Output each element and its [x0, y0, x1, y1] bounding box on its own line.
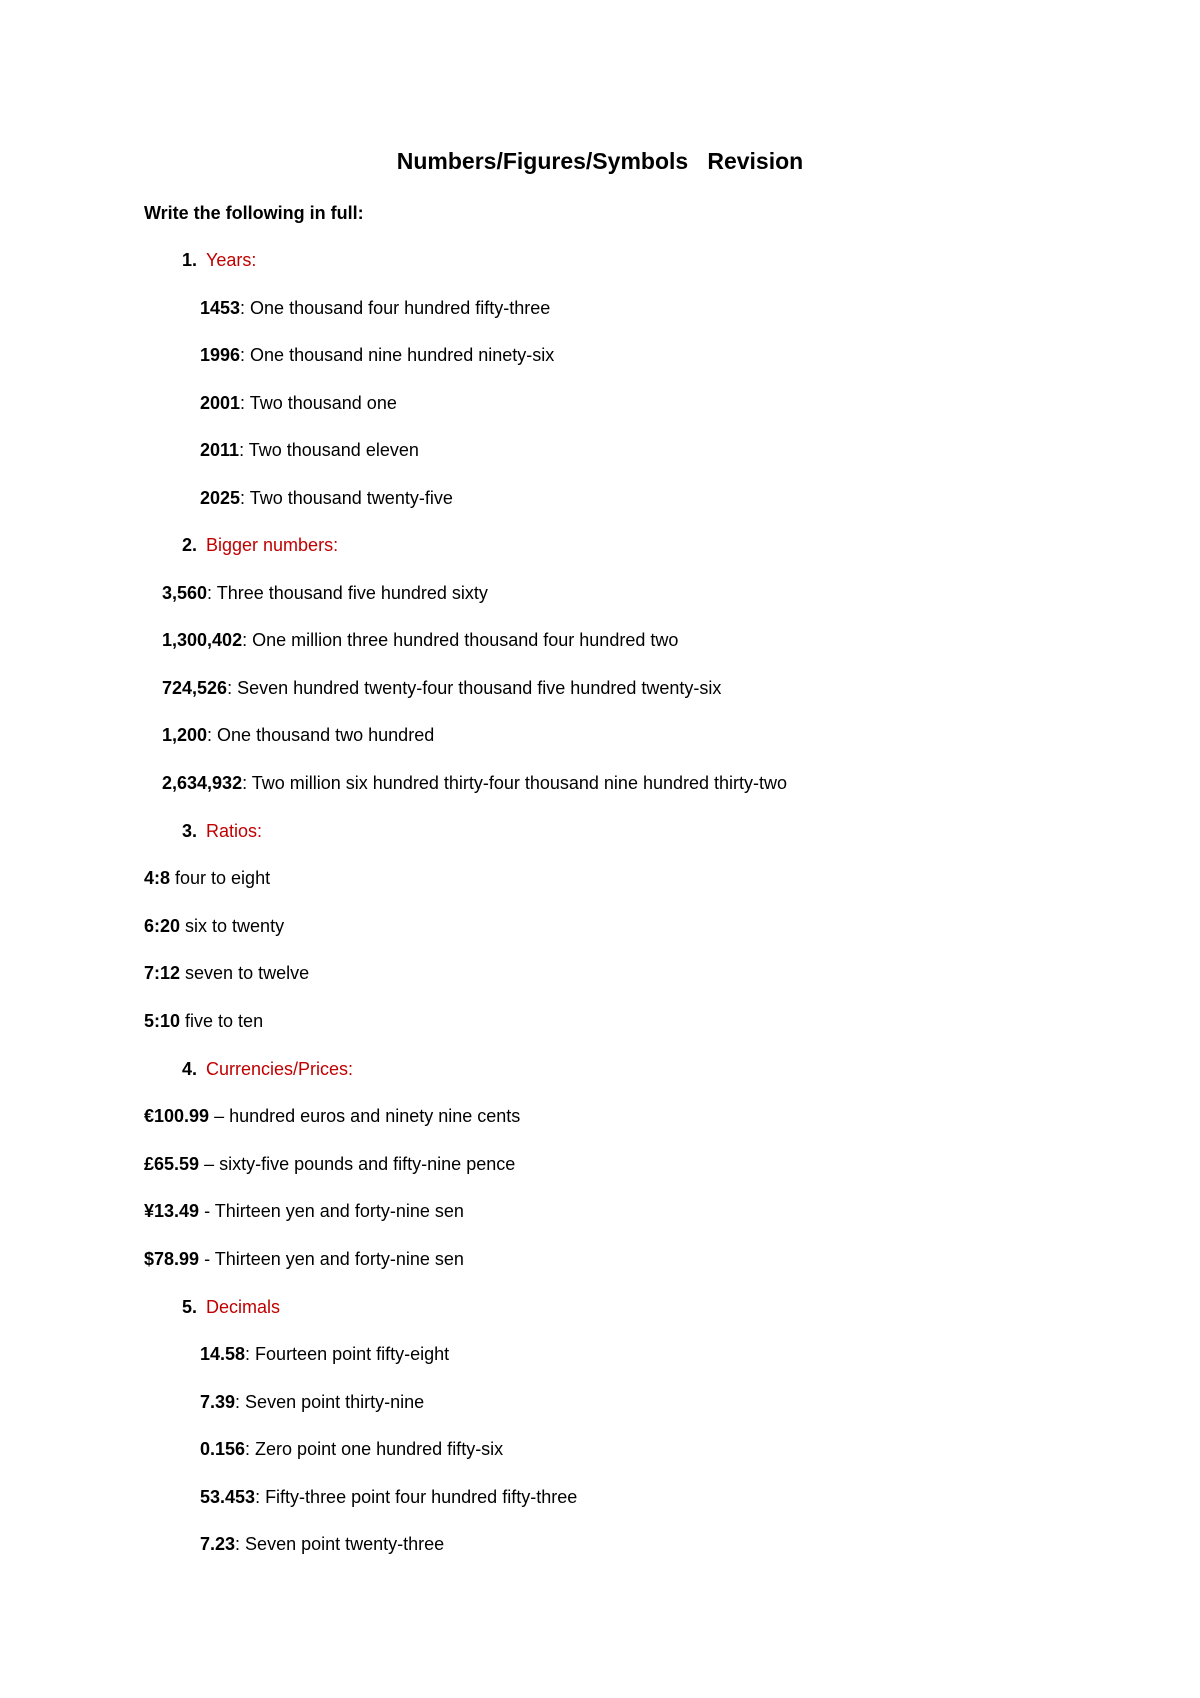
- section-heading-currencies: [182, 1057, 353, 1081]
- figure-in-words: seven to twelve: [180, 963, 310, 983]
- list-item: [144, 1104, 520, 1128]
- figure-value: £65.59: [144, 1154, 200, 1174]
- figure-in-words: : Fifty-three point four hundred fifty-three: [255, 1487, 578, 1507]
- figure-value: 2011: [200, 440, 240, 460]
- figure-in-words: four to eight: [170, 868, 271, 888]
- figure-value: ¥13.49: [144, 1201, 200, 1221]
- figure-in-words: – sixty-five pounds and fifty-nine pence: [199, 1154, 516, 1174]
- list-item: [144, 914, 284, 938]
- figure-in-words: : Two thousand eleven: [239, 440, 419, 460]
- section-heading-ratios: [182, 819, 262, 843]
- figure-value: 6:20: [144, 916, 181, 936]
- figure-in-words: six to twenty: [180, 916, 285, 936]
- section-number: 2.: [182, 535, 198, 555]
- list-item: [144, 1199, 464, 1223]
- figure-value: 14.58: [200, 1344, 246, 1364]
- figure-value: 1996: [200, 345, 241, 365]
- figure-in-words: : Three thousand five hundred sixty: [207, 583, 488, 603]
- figure-in-words: : Two thousand twenty-five: [240, 488, 453, 508]
- page-title: Numbers/Figures/Symbols Revision: [396, 148, 804, 174]
- list-item: [144, 961, 309, 985]
- list-item: [144, 866, 270, 890]
- figure-value: 724,526: [162, 678, 228, 698]
- figure-value: 4:8: [144, 868, 171, 888]
- list-item: [144, 1247, 464, 1271]
- section-number: 5.: [182, 1297, 198, 1317]
- list-item: [162, 581, 488, 605]
- list-item: [162, 628, 678, 652]
- figure-value: $78.99: [144, 1249, 200, 1269]
- figure-value: 2,634,932: [162, 773, 243, 793]
- list-item: [200, 438, 419, 462]
- figure-value: €100.99: [144, 1106, 210, 1126]
- section-number: 3.: [182, 821, 198, 841]
- figure-value: 53.453: [200, 1487, 256, 1507]
- list-item: [162, 676, 721, 700]
- list-item: [162, 723, 434, 747]
- figure-value: 2001: [200, 393, 241, 413]
- section-heading-bigger-numbers: [182, 533, 338, 557]
- section-title: Currencies/Prices:: [206, 1059, 354, 1079]
- list-item: [200, 391, 397, 415]
- figure-in-words: : Seven hundred twenty-four thousand five hundred twenty-six: [227, 678, 722, 698]
- figure-in-words: : One million three hundred thousand four hundred two: [242, 630, 679, 650]
- figure-in-words: : One thousand nine hundred ninety-six: [240, 345, 555, 365]
- instruction-text: Write the following in full:: [144, 203, 364, 223]
- list-item: [200, 1390, 424, 1414]
- list-item: [200, 1437, 503, 1461]
- section-title: Ratios:: [206, 821, 263, 841]
- figure-value: 0.156: [200, 1439, 246, 1459]
- figure-in-words: : Seven point twenty-three: [235, 1534, 445, 1554]
- figure-value: 2025: [200, 488, 241, 508]
- list-item: [200, 296, 550, 320]
- figure-value: 7:12: [144, 963, 181, 983]
- figure-in-words: : Seven point thirty-nine: [235, 1392, 425, 1412]
- section-number: 4.: [182, 1059, 198, 1079]
- section-heading-decimals: [182, 1295, 280, 1319]
- section-heading-years: [182, 248, 256, 272]
- list-item: [200, 1485, 577, 1509]
- list-item: [200, 343, 554, 367]
- list-item: [200, 486, 453, 510]
- figure-in-words: : One thousand two hundred: [207, 725, 435, 745]
- figure-in-words: : One thousand four hundred fifty-three: [240, 298, 551, 318]
- figure-in-words: – hundred euros and ninety nine cents: [209, 1106, 521, 1126]
- figure-value: 7.23: [200, 1534, 236, 1554]
- list-item: [162, 771, 787, 795]
- list-item: [200, 1342, 449, 1366]
- figure-value: 3,560: [162, 583, 208, 603]
- figure-in-words: : Two thousand one: [240, 393, 397, 413]
- figure-in-words: - Thirteen yen and forty-nine sen: [199, 1201, 464, 1221]
- figure-value: 1453: [200, 298, 241, 318]
- list-item: [200, 1532, 444, 1556]
- figure-value: 5:10: [144, 1011, 181, 1031]
- figure-in-words: : Fourteen point fifty-eight: [245, 1344, 450, 1364]
- section-number: 1.: [182, 250, 198, 270]
- figure-value: 1,200: [162, 725, 208, 745]
- list-item: [144, 1152, 515, 1176]
- section-title: Decimals: [206, 1297, 281, 1317]
- figure-in-words: : Two million six hundred thirty-four thousand nine hundred thirty-two: [242, 773, 788, 793]
- figure-in-words: : Zero point one hundred fifty-six: [245, 1439, 504, 1459]
- figure-in-words: five to ten: [180, 1011, 264, 1031]
- figure-in-words: - Thirteen yen and forty-nine sen: [199, 1249, 464, 1269]
- section-title: Years:: [206, 250, 257, 270]
- section-title: Bigger numbers:: [206, 535, 339, 555]
- list-item: [144, 1009, 263, 1033]
- figure-value: 1,300,402: [162, 630, 243, 650]
- figure-value: 7.39: [200, 1392, 236, 1412]
